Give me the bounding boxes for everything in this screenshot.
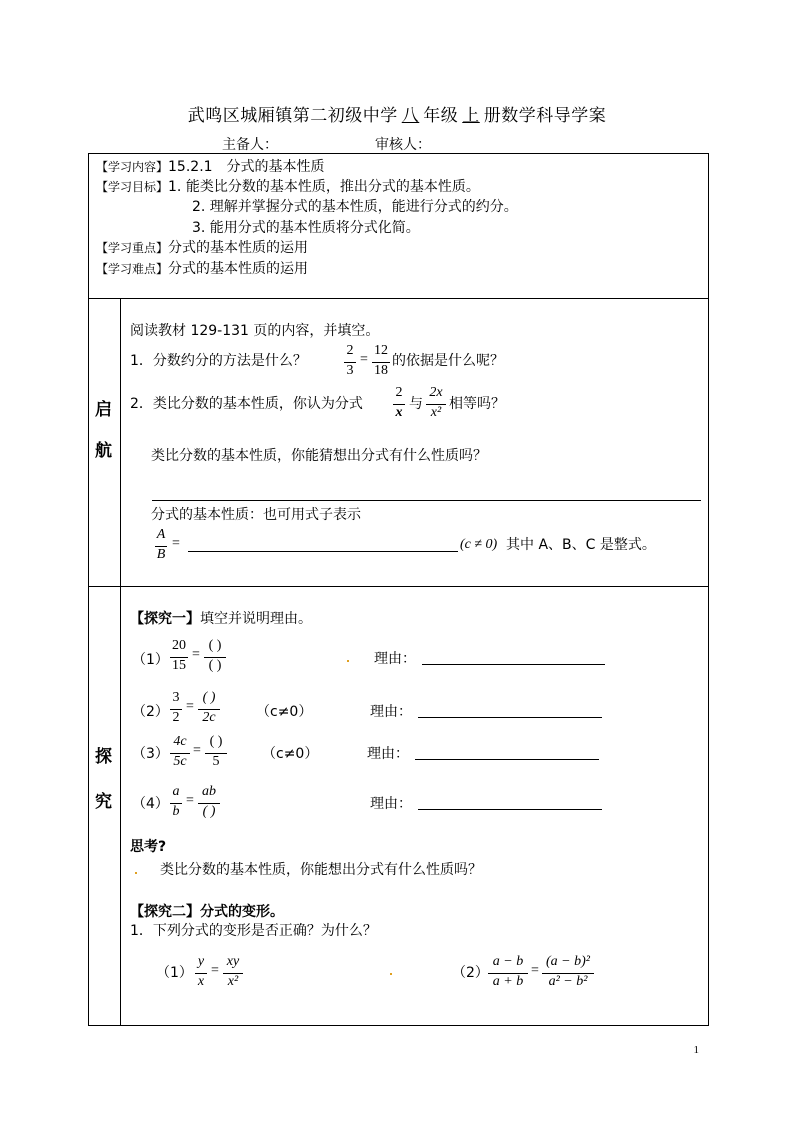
qihang-label-2: 航	[95, 441, 112, 461]
key-tag: 【学习重点】	[96, 241, 169, 255]
question-2-suffix: 相等吗？	[449, 396, 505, 412]
equals-sign: =	[193, 743, 201, 758]
difficulty-row	[96, 260, 308, 278]
row-divider-1	[88, 298, 709, 299]
item-3-left-fraction: 4c 5c	[170, 734, 190, 772]
equals-sign: =	[172, 536, 180, 551]
question-1-suffix: 的依据是什么呢？	[392, 353, 504, 369]
question-2-mid: 与	[409, 396, 423, 412]
item-4-number: （4）	[132, 796, 169, 812]
transform-1-number: （1）	[156, 965, 193, 981]
reason-label: 理由：	[370, 704, 412, 720]
title-suffix: 册数学科导学案	[483, 106, 607, 126]
transform-2-number: （2）	[452, 965, 489, 981]
item-4-right-fraction: ab ( )	[198, 784, 220, 822]
item-3-right-fraction: ( ) 5	[205, 734, 227, 772]
answer-line	[152, 500, 701, 501]
goals-row	[96, 178, 480, 196]
key-text: 分式的基本性质的运用	[168, 240, 309, 256]
explore-1-title: 【探究一】	[130, 611, 200, 627]
formula-blank	[188, 551, 458, 552]
fraction-2-3: 2 3	[344, 343, 356, 381]
item-4-left-fraction: a b	[170, 784, 182, 822]
equals-sign: =	[192, 647, 200, 662]
title-prefix: 武鸣区城厢镇第二初级中学	[187, 106, 398, 126]
question-2-prefix: 2．类比分数的基本性质，你认为分式	[130, 396, 363, 412]
equals-sign: =	[531, 963, 539, 978]
term-value: 上	[462, 106, 480, 126]
content-row	[96, 158, 325, 176]
reason-label: 理由：	[367, 746, 409, 762]
explore-2-title: 【探究二】分式的变形。	[130, 904, 284, 920]
fraction-2-over-x: 2 x	[393, 385, 405, 423]
goal-3: 3. 能用分式的基本性质将分式化简。	[192, 220, 420, 236]
grade-value: 八	[401, 106, 420, 126]
preparer-label: 主备人：	[222, 137, 278, 153]
tanjiu-label-2: 究	[95, 792, 112, 812]
goal-2: 2. 理解并掌握分式的基本性质，能进行分式的约分。	[192, 199, 518, 215]
item-2-reason-field[interactable]	[418, 717, 602, 718]
reason-label: 理由：	[370, 796, 412, 812]
item-2-number: （2）	[132, 704, 169, 720]
equals-sign: =	[186, 699, 194, 714]
item-3-condition: （c≠0）	[262, 746, 319, 762]
explore-1-heading	[130, 610, 312, 628]
transform-2-left-fraction: a − b a + b	[488, 954, 528, 992]
question-1-prefix: 1．分数约分的方法是什么？	[130, 353, 307, 369]
key-row	[96, 239, 308, 257]
think-question: 类比分数的基本性质，你能想出分式有什么性质吗？	[160, 862, 482, 878]
explore-2-question: 1．下列分式的变形是否正确？为什么？	[130, 923, 377, 939]
goals-tag: 【学习目标】	[96, 180, 169, 194]
reason-label: 理由：	[374, 651, 416, 667]
item-4-reason-field[interactable]	[418, 809, 602, 810]
page-title	[0, 101, 794, 126]
item-1-reason-field[interactable]	[422, 664, 605, 665]
transform-1-left-fraction: y x	[195, 954, 207, 992]
item-2-right-fraction: ( ) 2c	[198, 690, 220, 728]
formula-condition: (c ≠ 0)	[460, 537, 498, 552]
stray-dot	[347, 660, 349, 662]
difficulty-tag: 【学习难点】	[96, 262, 169, 276]
difficulty-text: 分式的基本性质的运用	[168, 261, 309, 277]
column-divider	[120, 298, 121, 1026]
item-1-number: （1）	[132, 652, 169, 668]
reviewer-label: 审核人：	[375, 137, 431, 153]
content-text: 15.2.1 分式的基本性质	[168, 159, 325, 175]
fraction-a-over-b: A B	[156, 527, 166, 562]
item-2-left-fraction: 3 2	[170, 690, 182, 728]
equals-sign: =	[360, 352, 368, 367]
explore-1-text: 填空并说明理由。	[200, 611, 312, 627]
worksheet-table	[88, 153, 709, 1026]
equals-sign: =	[186, 793, 194, 808]
equals-sign: =	[211, 963, 219, 978]
guess-question: 类比分数的基本性质，你能猜想出分式有什么性质吗？	[151, 448, 487, 464]
property-text: 分式的基本性质：也可用式子表示	[151, 507, 361, 523]
grade-label: 年级	[423, 106, 459, 126]
item-1-left-fraction: 20 15	[172, 638, 186, 673]
reading-intro: 阅读教材 129-131 页的内容，并填空。	[130, 323, 380, 339]
transform-1-right-fraction: xy x²	[223, 954, 243, 992]
goal-1: 1. 能类比分数的基本性质，推出分式的基本性质。	[168, 179, 480, 195]
fraction-12-18: 12 18	[374, 343, 388, 378]
page-number: 1	[693, 1044, 699, 1056]
transform-2-right-fraction: (a − b)² a² − b²	[542, 954, 594, 992]
fraction-2x-over-x2: 2x x²	[426, 385, 446, 423]
item-3-reason-field[interactable]	[415, 759, 599, 760]
formula-tail: 其中 A、B、C 是整式。	[506, 537, 656, 553]
item-3-number: （3）	[132, 746, 169, 762]
think-title: 思考?	[130, 839, 167, 855]
stray-dot	[135, 872, 137, 874]
row-divider-2	[88, 586, 709, 587]
item-2-condition: （c≠0）	[256, 704, 313, 720]
qihang-label-1: 启	[95, 400, 112, 420]
stray-dot	[390, 973, 392, 975]
tanjiu-label-1: 探	[95, 747, 112, 767]
item-1-right-fraction: ( ) ( )	[204, 638, 226, 676]
content-tag: 【学习内容】	[96, 160, 169, 174]
